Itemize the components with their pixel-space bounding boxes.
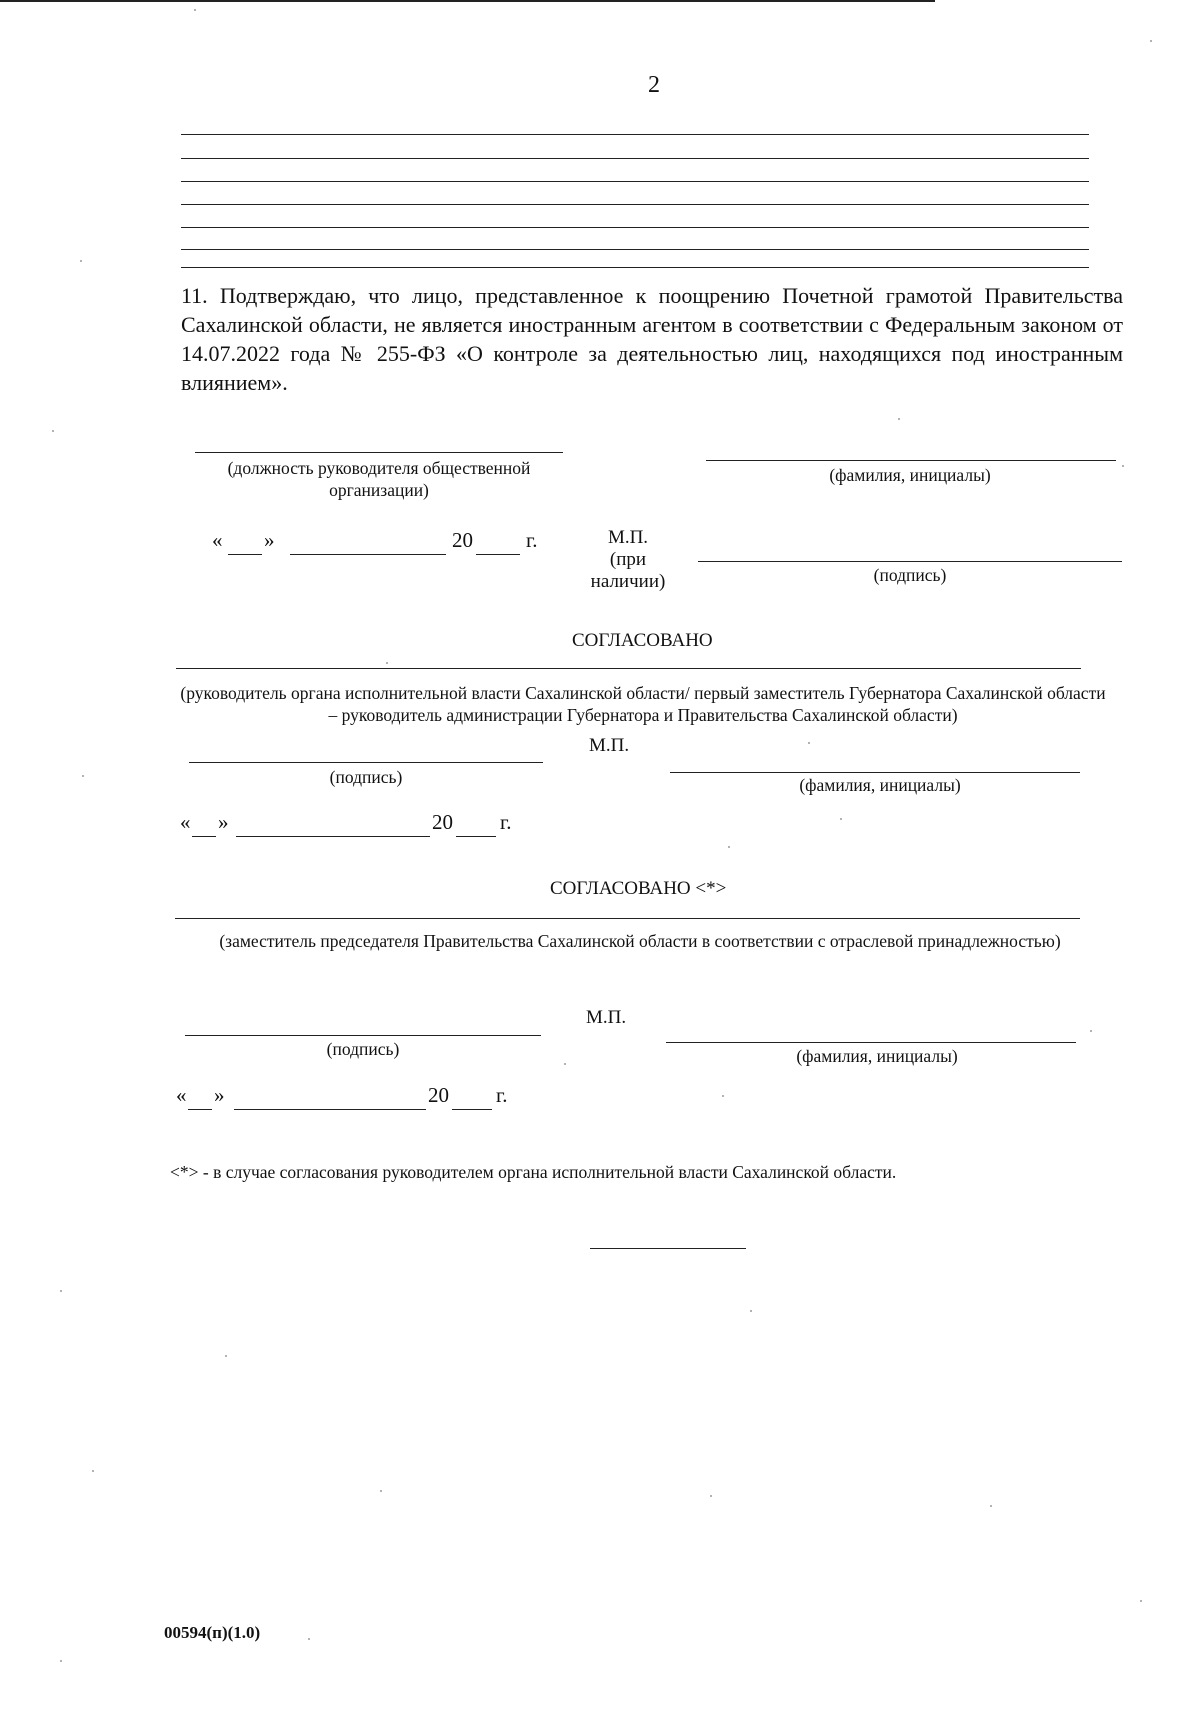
approval-2-role-line	[175, 918, 1080, 919]
scan-speck	[564, 1063, 566, 1065]
approval-1-signature-line	[189, 762, 543, 763]
date-day-line	[228, 554, 262, 555]
position-caption: (должность руководителя общественной организации)	[227, 458, 531, 500]
date-month-line	[290, 554, 446, 555]
approval-2-signature-line	[185, 1035, 541, 1036]
scan-speck	[308, 1638, 310, 1640]
date-quote-close: »	[264, 528, 275, 552]
date-year-line	[476, 554, 520, 555]
date-year-prefix: 20	[428, 1083, 449, 1107]
date-year-prefix: 20	[432, 810, 453, 834]
date-quote-open: «	[176, 1083, 187, 1107]
approval-1-role-caption: (руководитель органа исполнительной власти Сахалинской области/ первый заместитель Губернатора Сахалинской области – руководитель администрации Губернатора и Правительства Сахалинской области)	[180, 683, 1106, 725]
applicant-signature-caption: (подпись)	[873, 565, 947, 585]
date-year-prefix: 20	[452, 528, 473, 552]
approval-2-signature-caption: (подпись)	[326, 1039, 400, 1059]
blank-line	[181, 204, 1089, 205]
approval-2-date-field	[176, 1083, 516, 1113]
scan-speck	[1140, 1600, 1142, 1602]
scan-speck	[80, 260, 82, 262]
applicant-stamp-label	[572, 527, 684, 593]
date-year-suffix: г.	[526, 528, 538, 552]
scan-speck	[898, 418, 900, 420]
clause-11: 11. Подтверждаю, что лицо, представленное к поощрению Почетной грамотой Правительства Сахалинской области, не является иностранным агентом в соответствии с Федеральным законом от 14.07.2022 года № 255-ФЗ «О контроле за деятельностью лиц, находящихся под иностранным влиянием».	[181, 283, 1123, 395]
date-month-line	[236, 836, 430, 837]
date-month-line	[234, 1109, 426, 1110]
blank-line	[181, 181, 1089, 182]
applicant-signature-line	[698, 561, 1122, 562]
scan-speck	[60, 1660, 62, 1662]
date-year-suffix: г.	[496, 1083, 508, 1107]
scan-speck	[92, 1470, 94, 1472]
approval-1-signature-caption: (подпись)	[329, 767, 403, 787]
scan-speck	[52, 430, 54, 432]
scan-speck	[380, 1490, 382, 1492]
scan-speck	[728, 846, 730, 848]
applicant-date-field	[212, 528, 552, 558]
date-quote-close: »	[214, 1083, 225, 1107]
scan-speck	[722, 1095, 724, 1097]
stamp-line-2: (при	[609, 549, 647, 570]
scan-speck	[750, 1310, 752, 1312]
stamp-line-3: наличии)	[590, 571, 666, 592]
scan-speck	[840, 818, 842, 820]
approval-1-heading: СОГЛАСОВАНО	[572, 630, 713, 651]
position-line	[195, 452, 563, 453]
approval-1-stamp: М.П.	[589, 735, 630, 756]
blank-line	[181, 227, 1089, 228]
approval-1-role-line	[176, 668, 1081, 669]
scan-speck	[1122, 465, 1124, 467]
footnote: <*> - в случае согласования руководителем органа исполнительной власти Сахалинской области.	[170, 1162, 897, 1182]
date-year-line	[452, 1109, 492, 1110]
scan-speck	[386, 662, 388, 664]
blank-line	[181, 158, 1089, 159]
end-divider	[590, 1248, 746, 1249]
approval-2-name-line	[666, 1042, 1076, 1043]
page-number: 2	[648, 72, 660, 98]
approval-2-name-caption: (фамилия, инициалы)	[796, 1046, 958, 1066]
approval-2-role-caption: (заместитель председателя Правительства Сахалинской области в соответствии с отраслевой принадлежностью)	[219, 931, 1061, 951]
scan-speck	[710, 1495, 712, 1497]
date-quote-close: »	[218, 810, 229, 834]
applicant-name-caption: (фамилия, инициалы)	[829, 465, 991, 485]
date-year-suffix: г.	[500, 810, 512, 834]
blank-line	[181, 249, 1089, 250]
scan-speck	[60, 1290, 62, 1292]
approval-1-date-field	[180, 810, 520, 840]
approval-2-heading: СОГЛАСОВАНО <*>	[550, 878, 727, 899]
blank-line	[181, 134, 1089, 135]
date-year-line	[456, 836, 496, 837]
scan-speck	[808, 742, 810, 744]
scan-speck	[1090, 1030, 1092, 1032]
scan-speck	[194, 9, 196, 11]
date-quote-open: «	[180, 810, 191, 834]
approval-1-name-line	[670, 772, 1080, 773]
date-quote-open: «	[212, 528, 223, 552]
approval-2-stamp: М.П.	[586, 1007, 627, 1028]
stamp-line-1: М.П.	[607, 527, 649, 548]
scan-top-edge	[0, 0, 935, 2]
scan-speck	[225, 1355, 227, 1357]
scan-speck	[1150, 40, 1152, 42]
scan-speck	[990, 1505, 992, 1507]
approval-1-name-caption: (фамилия, инициалы)	[799, 775, 961, 795]
date-day-line	[192, 836, 216, 837]
date-day-line	[188, 1109, 212, 1110]
document-code: 00594(п)(1.0)	[164, 1623, 261, 1642]
applicant-name-line	[706, 460, 1116, 461]
blank-line	[181, 267, 1089, 268]
scan-speck	[82, 775, 84, 777]
